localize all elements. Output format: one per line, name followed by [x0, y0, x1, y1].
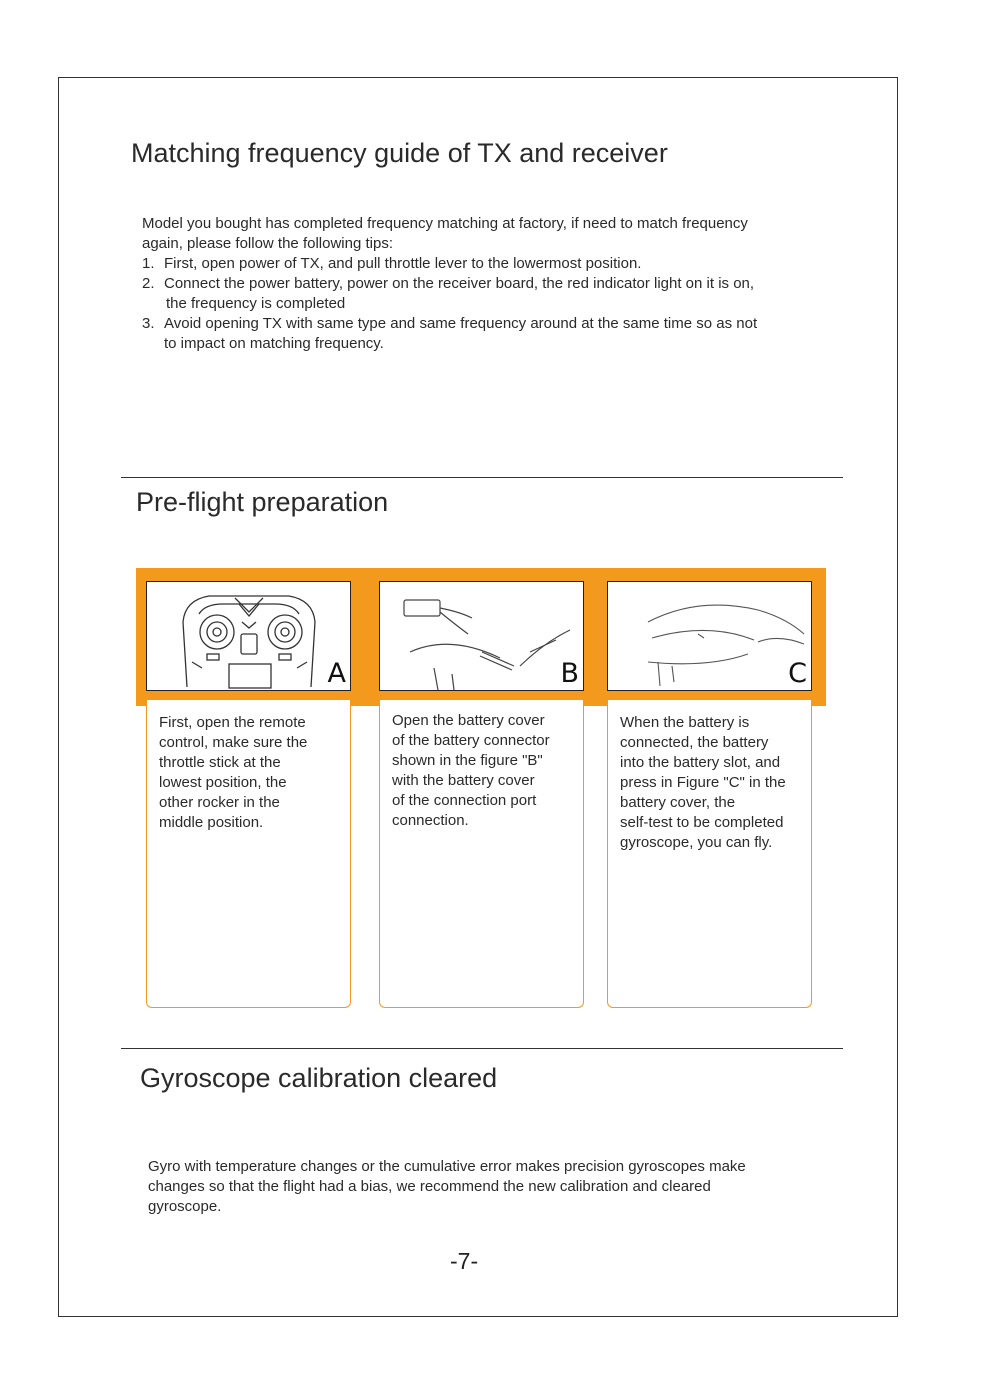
card-a-text: [159, 713, 307, 833]
battery-slot-illustration: [608, 582, 812, 691]
card-line: battery cover, the: [620, 794, 736, 811]
matching-steps-list: [142, 254, 757, 354]
step-text: Connect the power battery, power on the receiver board, the red indicator light on it is on,: [164, 275, 755, 292]
body-line: gyroscope.: [148, 1198, 222, 1215]
card-line: connected, the battery: [620, 734, 769, 751]
card-b-text: [392, 711, 550, 831]
step-text: First, open power of TX, and pull throttle lever to the lowermost position.: [164, 255, 642, 272]
step-number: 3.: [142, 315, 155, 332]
list-item: [142, 254, 757, 274]
body-line: changes so that the flight had a bias, we recommend the new calibration and cleared: [148, 1178, 711, 1195]
figure-b-battery-connector: [379, 581, 584, 691]
list-item: [142, 274, 757, 314]
figure-letter: C: [788, 658, 807, 689]
body-line: Gyro with temperature changes or the cumulative error makes precision gyroscopes make: [148, 1158, 746, 1175]
figure-letter: B: [560, 658, 579, 689]
page-number: -7-: [450, 1248, 479, 1274]
card-line: When the battery is: [620, 714, 750, 731]
step-number: 2.: [142, 275, 155, 292]
battery-connector-illustration: [380, 582, 584, 691]
card-line: First, open the remote: [159, 714, 306, 731]
section-title-preflight: Pre-flight preparation: [136, 487, 389, 517]
gyroscope-body: [148, 1157, 746, 1217]
intro-line: again, please follow the following tips:: [142, 235, 393, 252]
card-line: control, make sure the: [159, 734, 308, 751]
remote-control-illustration: [147, 582, 351, 691]
card-c-text: [620, 713, 786, 853]
card-line: gyroscope, you can fly.: [620, 834, 773, 851]
step-number: 1.: [142, 255, 155, 272]
step-text: to impact on matching frequency.: [164, 335, 384, 352]
card-line: Open the battery cover: [392, 712, 545, 729]
card-line: shown in the figure "B": [392, 752, 543, 769]
list-item: [142, 314, 757, 354]
section-divider: [121, 477, 843, 478]
section-divider: [121, 1048, 843, 1049]
intro-line: Model you bought has completed frequency matching at factory, if need to match frequency: [142, 215, 748, 232]
step-text: the frequency is completed: [166, 295, 346, 312]
card-line: other rocker in the: [159, 794, 280, 811]
card-line: middle position.: [159, 814, 264, 831]
figure-c-battery-slot: [607, 581, 812, 691]
step-text: Avoid opening TX with same type and same frequency around at the same time so as not: [164, 315, 758, 332]
card-line: press in Figure "C" in the: [620, 774, 786, 791]
card-line: connection.: [392, 812, 469, 829]
section-title-gyroscope: Gyroscope calibration cleared: [140, 1063, 498, 1093]
figure-a-remote-control: [146, 581, 351, 691]
section-title-matching-frequency: Matching frequency guide of TX and receiver: [131, 138, 668, 168]
card-line: with the battery cover: [392, 772, 535, 789]
card-line: self-test to be completed: [620, 814, 784, 831]
card-line: of the battery connector: [392, 732, 550, 749]
card-line: throttle stick at the: [159, 754, 281, 771]
matching-intro: [142, 214, 748, 254]
card-line: lowest position, the: [159, 774, 287, 791]
figure-letter: A: [327, 658, 346, 689]
card-line: of the connection port: [392, 792, 537, 809]
card-line: into the battery slot, and: [620, 754, 781, 771]
